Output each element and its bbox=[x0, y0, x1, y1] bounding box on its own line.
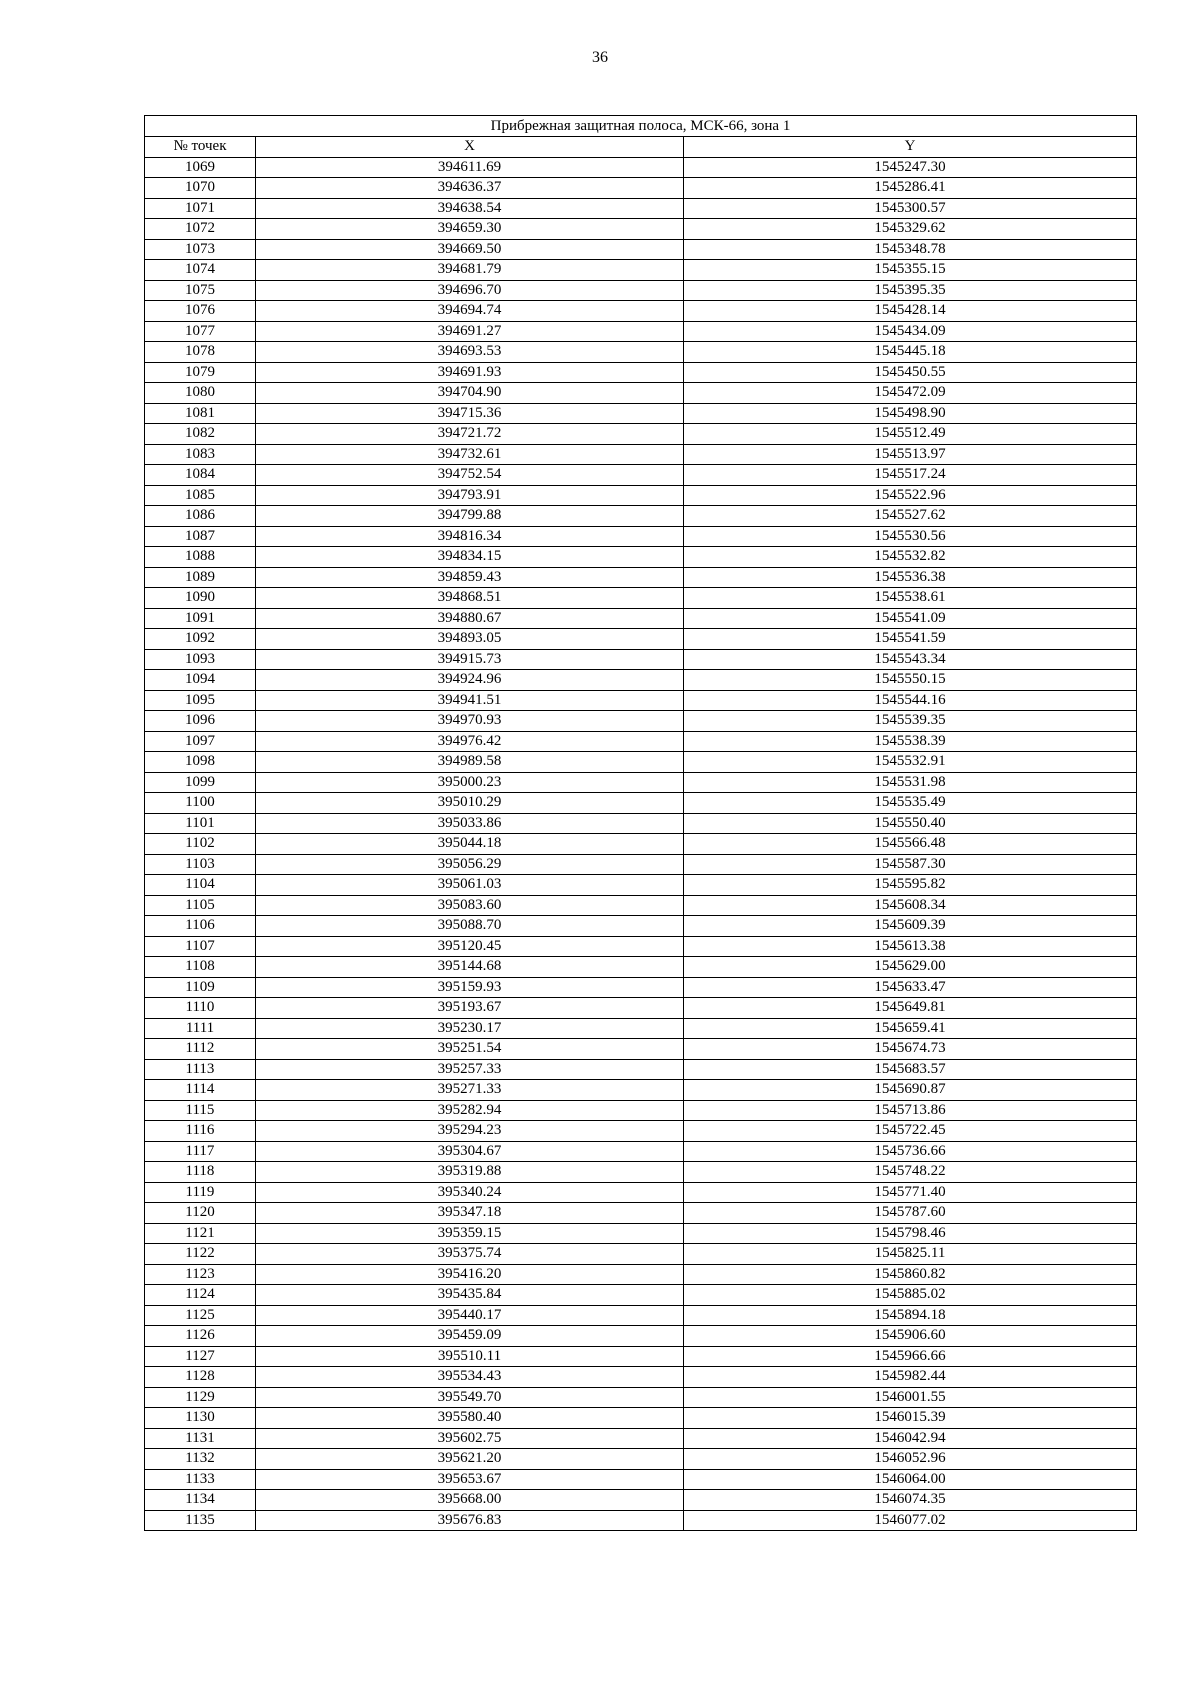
x-coordinate-cell: 395510.11 bbox=[256, 1346, 684, 1367]
x-coordinate-cell: 394941.51 bbox=[256, 690, 684, 711]
point-number-cell: 1096 bbox=[145, 711, 256, 732]
y-coordinate-cell: 1546042.94 bbox=[684, 1428, 1137, 1449]
table-row bbox=[145, 670, 1137, 691]
point-number-cell: 1070 bbox=[145, 178, 256, 199]
y-coordinate-cell: 1545300.57 bbox=[684, 198, 1137, 219]
table-row bbox=[145, 1490, 1137, 1511]
point-number-cell: 1069 bbox=[145, 157, 256, 178]
table-row bbox=[145, 1387, 1137, 1408]
table-row bbox=[145, 239, 1137, 260]
y-coordinate-cell: 1545472.09 bbox=[684, 383, 1137, 404]
table-row bbox=[145, 1203, 1137, 1224]
table-row bbox=[145, 854, 1137, 875]
table-row bbox=[145, 403, 1137, 424]
point-number-cell: 1132 bbox=[145, 1449, 256, 1470]
y-coordinate-cell: 1546077.02 bbox=[684, 1510, 1137, 1531]
x-coordinate-cell: 395282.94 bbox=[256, 1100, 684, 1121]
point-number-cell: 1119 bbox=[145, 1182, 256, 1203]
table-row bbox=[145, 895, 1137, 916]
point-number-cell: 1090 bbox=[145, 588, 256, 609]
point-number-cell: 1107 bbox=[145, 936, 256, 957]
y-coordinate-cell: 1545713.86 bbox=[684, 1100, 1137, 1121]
point-number-cell: 1079 bbox=[145, 362, 256, 383]
point-number-cell: 1105 bbox=[145, 895, 256, 916]
table-row bbox=[145, 1469, 1137, 1490]
y-coordinate-cell: 1545550.15 bbox=[684, 670, 1137, 691]
x-coordinate-cell: 395044.18 bbox=[256, 834, 684, 855]
x-coordinate-cell: 394976.42 bbox=[256, 731, 684, 752]
table-row bbox=[145, 1264, 1137, 1285]
point-number-cell: 1085 bbox=[145, 485, 256, 506]
y-coordinate-cell: 1545531.98 bbox=[684, 772, 1137, 793]
header-point-number: № точек bbox=[145, 137, 256, 158]
table-row bbox=[145, 1408, 1137, 1429]
point-number-cell: 1074 bbox=[145, 260, 256, 281]
y-coordinate-cell: 1545860.82 bbox=[684, 1264, 1137, 1285]
table-row bbox=[145, 1510, 1137, 1531]
table-row bbox=[145, 280, 1137, 301]
y-coordinate-cell: 1545544.16 bbox=[684, 690, 1137, 711]
table-row bbox=[145, 178, 1137, 199]
y-coordinate-cell: 1545395.35 bbox=[684, 280, 1137, 301]
table-row bbox=[145, 793, 1137, 814]
y-coordinate-cell: 1545355.15 bbox=[684, 260, 1137, 281]
table-row bbox=[145, 321, 1137, 342]
table-row bbox=[145, 649, 1137, 670]
table-row bbox=[145, 977, 1137, 998]
point-number-cell: 1093 bbox=[145, 649, 256, 670]
point-number-cell: 1071 bbox=[145, 198, 256, 219]
table-row bbox=[145, 1080, 1137, 1101]
y-coordinate-cell: 1545587.30 bbox=[684, 854, 1137, 875]
point-number-cell: 1117 bbox=[145, 1141, 256, 1162]
point-number-cell: 1104 bbox=[145, 875, 256, 896]
table-row bbox=[145, 1244, 1137, 1265]
point-number-cell: 1135 bbox=[145, 1510, 256, 1531]
table-row bbox=[145, 1039, 1137, 1060]
y-coordinate-cell: 1545538.61 bbox=[684, 588, 1137, 609]
point-number-cell: 1125 bbox=[145, 1305, 256, 1326]
y-coordinate-cell: 1545541.59 bbox=[684, 629, 1137, 650]
x-coordinate-cell: 395061.03 bbox=[256, 875, 684, 896]
point-number-cell: 1110 bbox=[145, 998, 256, 1019]
point-number-cell: 1114 bbox=[145, 1080, 256, 1101]
x-coordinate-cell: 395340.24 bbox=[256, 1182, 684, 1203]
table-row bbox=[145, 567, 1137, 588]
table-row bbox=[145, 547, 1137, 568]
x-coordinate-cell: 395144.68 bbox=[256, 957, 684, 978]
point-number-cell: 1076 bbox=[145, 301, 256, 322]
x-coordinate-cell: 395435.84 bbox=[256, 1285, 684, 1306]
point-number-cell: 1100 bbox=[145, 793, 256, 814]
table-row bbox=[145, 1018, 1137, 1039]
point-number-cell: 1098 bbox=[145, 752, 256, 773]
point-number-cell: 1118 bbox=[145, 1162, 256, 1183]
y-coordinate-cell: 1545348.78 bbox=[684, 239, 1137, 260]
y-coordinate-cell: 1545550.40 bbox=[684, 813, 1137, 834]
x-coordinate-cell: 395676.83 bbox=[256, 1510, 684, 1531]
x-coordinate-cell: 394989.58 bbox=[256, 752, 684, 773]
y-coordinate-cell: 1545536.38 bbox=[684, 567, 1137, 588]
table-row bbox=[145, 444, 1137, 465]
table-row bbox=[145, 1121, 1137, 1142]
table-row bbox=[145, 1305, 1137, 1326]
point-number-cell: 1121 bbox=[145, 1223, 256, 1244]
x-coordinate-cell: 394691.27 bbox=[256, 321, 684, 342]
y-coordinate-cell: 1545906.60 bbox=[684, 1326, 1137, 1347]
x-coordinate-cell: 395159.93 bbox=[256, 977, 684, 998]
x-coordinate-cell: 395120.45 bbox=[256, 936, 684, 957]
table-row bbox=[145, 424, 1137, 445]
x-coordinate-cell: 395230.17 bbox=[256, 1018, 684, 1039]
table-row bbox=[145, 1367, 1137, 1388]
y-coordinate-cell: 1546074.35 bbox=[684, 1490, 1137, 1511]
table-row bbox=[145, 690, 1137, 711]
table-row bbox=[145, 1182, 1137, 1203]
header-x: X bbox=[256, 137, 684, 158]
point-number-cell: 1077 bbox=[145, 321, 256, 342]
y-coordinate-cell: 1545535.49 bbox=[684, 793, 1137, 814]
table-row bbox=[145, 1223, 1137, 1244]
table-row bbox=[145, 198, 1137, 219]
table-row bbox=[145, 362, 1137, 383]
x-coordinate-cell: 395193.67 bbox=[256, 998, 684, 1019]
y-coordinate-cell: 1545538.39 bbox=[684, 731, 1137, 752]
x-coordinate-cell: 394694.74 bbox=[256, 301, 684, 322]
x-coordinate-cell: 394704.90 bbox=[256, 383, 684, 404]
point-number-cell: 1112 bbox=[145, 1039, 256, 1060]
point-number-cell: 1102 bbox=[145, 834, 256, 855]
point-number-cell: 1081 bbox=[145, 403, 256, 424]
x-coordinate-cell: 394868.51 bbox=[256, 588, 684, 609]
table-row bbox=[145, 1059, 1137, 1080]
y-coordinate-cell: 1545595.82 bbox=[684, 875, 1137, 896]
y-coordinate-cell: 1545787.60 bbox=[684, 1203, 1137, 1224]
table-row bbox=[145, 1346, 1137, 1367]
y-coordinate-cell: 1545771.40 bbox=[684, 1182, 1137, 1203]
point-number-cell: 1128 bbox=[145, 1367, 256, 1388]
x-coordinate-cell: 394611.69 bbox=[256, 157, 684, 178]
point-number-cell: 1129 bbox=[145, 1387, 256, 1408]
y-coordinate-cell: 1546015.39 bbox=[684, 1408, 1137, 1429]
table-title-row bbox=[145, 116, 1137, 137]
table-row bbox=[145, 957, 1137, 978]
x-coordinate-cell: 395416.20 bbox=[256, 1264, 684, 1285]
y-coordinate-cell: 1545683.57 bbox=[684, 1059, 1137, 1080]
x-coordinate-cell: 395621.20 bbox=[256, 1449, 684, 1470]
table-row bbox=[145, 1285, 1137, 1306]
x-coordinate-cell: 394970.93 bbox=[256, 711, 684, 732]
point-number-cell: 1087 bbox=[145, 526, 256, 547]
table-row bbox=[145, 916, 1137, 937]
y-coordinate-cell: 1545532.82 bbox=[684, 547, 1137, 568]
point-number-cell: 1111 bbox=[145, 1018, 256, 1039]
y-coordinate-cell: 1545543.34 bbox=[684, 649, 1137, 670]
point-number-cell: 1073 bbox=[145, 239, 256, 260]
x-coordinate-cell: 394834.15 bbox=[256, 547, 684, 568]
point-number-cell: 1126 bbox=[145, 1326, 256, 1347]
x-coordinate-cell: 394915.73 bbox=[256, 649, 684, 670]
table-row bbox=[145, 772, 1137, 793]
y-coordinate-cell: 1545722.45 bbox=[684, 1121, 1137, 1142]
x-coordinate-cell: 395459.09 bbox=[256, 1326, 684, 1347]
table-row bbox=[145, 752, 1137, 773]
x-coordinate-cell: 394816.34 bbox=[256, 526, 684, 547]
y-coordinate-cell: 1545329.62 bbox=[684, 219, 1137, 240]
x-coordinate-cell: 395359.15 bbox=[256, 1223, 684, 1244]
table-row bbox=[145, 588, 1137, 609]
x-coordinate-cell: 395083.60 bbox=[256, 895, 684, 916]
point-number-cell: 1091 bbox=[145, 608, 256, 629]
y-coordinate-cell: 1545532.91 bbox=[684, 752, 1137, 773]
table-row bbox=[145, 1100, 1137, 1121]
y-coordinate-cell: 1545539.35 bbox=[684, 711, 1137, 732]
point-number-cell: 1120 bbox=[145, 1203, 256, 1224]
point-number-cell: 1099 bbox=[145, 772, 256, 793]
point-number-cell: 1109 bbox=[145, 977, 256, 998]
point-number-cell: 1088 bbox=[145, 547, 256, 568]
y-coordinate-cell: 1545613.38 bbox=[684, 936, 1137, 957]
y-coordinate-cell: 1545690.87 bbox=[684, 1080, 1137, 1101]
point-number-cell: 1115 bbox=[145, 1100, 256, 1121]
table-row bbox=[145, 506, 1137, 527]
y-coordinate-cell: 1545894.18 bbox=[684, 1305, 1137, 1326]
table-row bbox=[145, 526, 1137, 547]
y-coordinate-cell: 1545247.30 bbox=[684, 157, 1137, 178]
table-row bbox=[145, 219, 1137, 240]
y-coordinate-cell: 1545966.66 bbox=[684, 1346, 1137, 1367]
table-row bbox=[145, 1449, 1137, 1470]
y-coordinate-cell: 1545825.11 bbox=[684, 1244, 1137, 1265]
table-row bbox=[145, 875, 1137, 896]
table-row bbox=[145, 711, 1137, 732]
y-coordinate-cell: 1545649.81 bbox=[684, 998, 1137, 1019]
y-coordinate-cell: 1546001.55 bbox=[684, 1387, 1137, 1408]
x-coordinate-cell: 394859.43 bbox=[256, 567, 684, 588]
x-coordinate-cell: 395010.29 bbox=[256, 793, 684, 814]
x-coordinate-cell: 395056.29 bbox=[256, 854, 684, 875]
x-coordinate-cell: 395294.23 bbox=[256, 1121, 684, 1142]
x-coordinate-cell: 395000.23 bbox=[256, 772, 684, 793]
y-coordinate-cell: 1545629.00 bbox=[684, 957, 1137, 978]
point-number-cell: 1089 bbox=[145, 567, 256, 588]
x-coordinate-cell: 394924.96 bbox=[256, 670, 684, 691]
table-row bbox=[145, 834, 1137, 855]
table-row bbox=[145, 1428, 1137, 1449]
point-number-cell: 1080 bbox=[145, 383, 256, 404]
table-row bbox=[145, 998, 1137, 1019]
point-number-cell: 1116 bbox=[145, 1121, 256, 1142]
header-y: Y bbox=[684, 137, 1137, 158]
table-row bbox=[145, 1326, 1137, 1347]
y-coordinate-cell: 1545798.46 bbox=[684, 1223, 1137, 1244]
x-coordinate-cell: 394721.72 bbox=[256, 424, 684, 445]
point-number-cell: 1113 bbox=[145, 1059, 256, 1080]
point-number-cell: 1086 bbox=[145, 506, 256, 527]
table-row bbox=[145, 1141, 1137, 1162]
x-coordinate-cell: 394880.67 bbox=[256, 608, 684, 629]
y-coordinate-cell: 1545530.56 bbox=[684, 526, 1137, 547]
point-number-cell: 1078 bbox=[145, 342, 256, 363]
point-number-cell: 1127 bbox=[145, 1346, 256, 1367]
y-coordinate-cell: 1545513.97 bbox=[684, 444, 1137, 465]
point-number-cell: 1123 bbox=[145, 1264, 256, 1285]
x-coordinate-cell: 394638.54 bbox=[256, 198, 684, 219]
point-number-cell: 1124 bbox=[145, 1285, 256, 1306]
y-coordinate-cell: 1545885.02 bbox=[684, 1285, 1137, 1306]
table-row bbox=[145, 813, 1137, 834]
table-header-row bbox=[145, 137, 1137, 158]
y-coordinate-cell: 1545434.09 bbox=[684, 321, 1137, 342]
point-number-cell: 1122 bbox=[145, 1244, 256, 1265]
y-coordinate-cell: 1546052.96 bbox=[684, 1449, 1137, 1470]
x-coordinate-cell: 395668.00 bbox=[256, 1490, 684, 1511]
y-coordinate-cell: 1545445.18 bbox=[684, 342, 1137, 363]
y-coordinate-cell: 1546064.00 bbox=[684, 1469, 1137, 1490]
y-coordinate-cell: 1545982.44 bbox=[684, 1367, 1137, 1388]
x-coordinate-cell: 395347.18 bbox=[256, 1203, 684, 1224]
table-row bbox=[145, 731, 1137, 752]
coordinates-table bbox=[144, 115, 1137, 1531]
coordinates-table-body bbox=[145, 116, 1137, 1531]
table-row bbox=[145, 383, 1137, 404]
point-number-cell: 1095 bbox=[145, 690, 256, 711]
x-coordinate-cell: 395319.88 bbox=[256, 1162, 684, 1183]
y-coordinate-cell: 1545566.48 bbox=[684, 834, 1137, 855]
point-number-cell: 1072 bbox=[145, 219, 256, 240]
x-coordinate-cell: 394893.05 bbox=[256, 629, 684, 650]
table-row bbox=[145, 301, 1137, 322]
x-coordinate-cell: 395257.33 bbox=[256, 1059, 684, 1080]
y-coordinate-cell: 1545674.73 bbox=[684, 1039, 1137, 1060]
table-row bbox=[145, 936, 1137, 957]
page-number: 36 bbox=[592, 49, 608, 66]
x-coordinate-cell: 395375.74 bbox=[256, 1244, 684, 1265]
point-number-cell: 1083 bbox=[145, 444, 256, 465]
x-coordinate-cell: 395534.43 bbox=[256, 1367, 684, 1388]
x-coordinate-cell: 394693.53 bbox=[256, 342, 684, 363]
table-row bbox=[145, 485, 1137, 506]
y-coordinate-cell: 1545428.14 bbox=[684, 301, 1137, 322]
point-number-cell: 1082 bbox=[145, 424, 256, 445]
point-number-cell: 1134 bbox=[145, 1490, 256, 1511]
point-number-cell: 1092 bbox=[145, 629, 256, 650]
point-number-cell: 1075 bbox=[145, 280, 256, 301]
x-coordinate-cell: 395033.86 bbox=[256, 813, 684, 834]
x-coordinate-cell: 395088.70 bbox=[256, 916, 684, 937]
point-number-cell: 1101 bbox=[145, 813, 256, 834]
x-coordinate-cell: 395440.17 bbox=[256, 1305, 684, 1326]
point-number-cell: 1108 bbox=[145, 957, 256, 978]
table-row bbox=[145, 608, 1137, 629]
point-number-cell: 1106 bbox=[145, 916, 256, 937]
point-number-cell: 1094 bbox=[145, 670, 256, 691]
point-number-cell: 1103 bbox=[145, 854, 256, 875]
y-coordinate-cell: 1545736.66 bbox=[684, 1141, 1137, 1162]
x-coordinate-cell: 394681.79 bbox=[256, 260, 684, 281]
point-number-cell: 1131 bbox=[145, 1428, 256, 1449]
x-coordinate-cell: 394669.50 bbox=[256, 239, 684, 260]
x-coordinate-cell: 394732.61 bbox=[256, 444, 684, 465]
table-row bbox=[145, 1162, 1137, 1183]
x-coordinate-cell: 395304.67 bbox=[256, 1141, 684, 1162]
y-coordinate-cell: 1545659.41 bbox=[684, 1018, 1137, 1039]
x-coordinate-cell: 394799.88 bbox=[256, 506, 684, 527]
x-coordinate-cell: 394691.93 bbox=[256, 362, 684, 383]
x-coordinate-cell: 395580.40 bbox=[256, 1408, 684, 1429]
x-coordinate-cell: 395549.70 bbox=[256, 1387, 684, 1408]
x-coordinate-cell: 394636.37 bbox=[256, 178, 684, 199]
table-title: Прибрежная защитная полоса, МСК-66, зона 1 bbox=[145, 116, 1137, 137]
x-coordinate-cell: 394659.30 bbox=[256, 219, 684, 240]
point-number-cell: 1130 bbox=[145, 1408, 256, 1429]
x-coordinate-cell: 394752.54 bbox=[256, 465, 684, 486]
x-coordinate-cell: 395271.33 bbox=[256, 1080, 684, 1101]
y-coordinate-cell: 1545512.49 bbox=[684, 424, 1137, 445]
y-coordinate-cell: 1545286.41 bbox=[684, 178, 1137, 199]
y-coordinate-cell: 1545527.62 bbox=[684, 506, 1137, 527]
point-number-cell: 1084 bbox=[145, 465, 256, 486]
y-coordinate-cell: 1545517.24 bbox=[684, 465, 1137, 486]
y-coordinate-cell: 1545609.39 bbox=[684, 916, 1137, 937]
y-coordinate-cell: 1545633.47 bbox=[684, 977, 1137, 998]
y-coordinate-cell: 1545541.09 bbox=[684, 608, 1137, 629]
table-row bbox=[145, 465, 1137, 486]
table-row bbox=[145, 260, 1137, 281]
x-coordinate-cell: 395602.75 bbox=[256, 1428, 684, 1449]
x-coordinate-cell: 395251.54 bbox=[256, 1039, 684, 1060]
point-number-cell: 1133 bbox=[145, 1469, 256, 1490]
x-coordinate-cell: 394715.36 bbox=[256, 403, 684, 424]
x-coordinate-cell: 395653.67 bbox=[256, 1469, 684, 1490]
x-coordinate-cell: 394793.91 bbox=[256, 485, 684, 506]
point-number-cell: 1097 bbox=[145, 731, 256, 752]
x-coordinate-cell: 394696.70 bbox=[256, 280, 684, 301]
y-coordinate-cell: 1545450.55 bbox=[684, 362, 1137, 383]
table-row bbox=[145, 342, 1137, 363]
table-row bbox=[145, 157, 1137, 178]
y-coordinate-cell: 1545522.96 bbox=[684, 485, 1137, 506]
y-coordinate-cell: 1545608.34 bbox=[684, 895, 1137, 916]
table-row bbox=[145, 629, 1137, 650]
y-coordinate-cell: 1545498.90 bbox=[684, 403, 1137, 424]
y-coordinate-cell: 1545748.22 bbox=[684, 1162, 1137, 1183]
